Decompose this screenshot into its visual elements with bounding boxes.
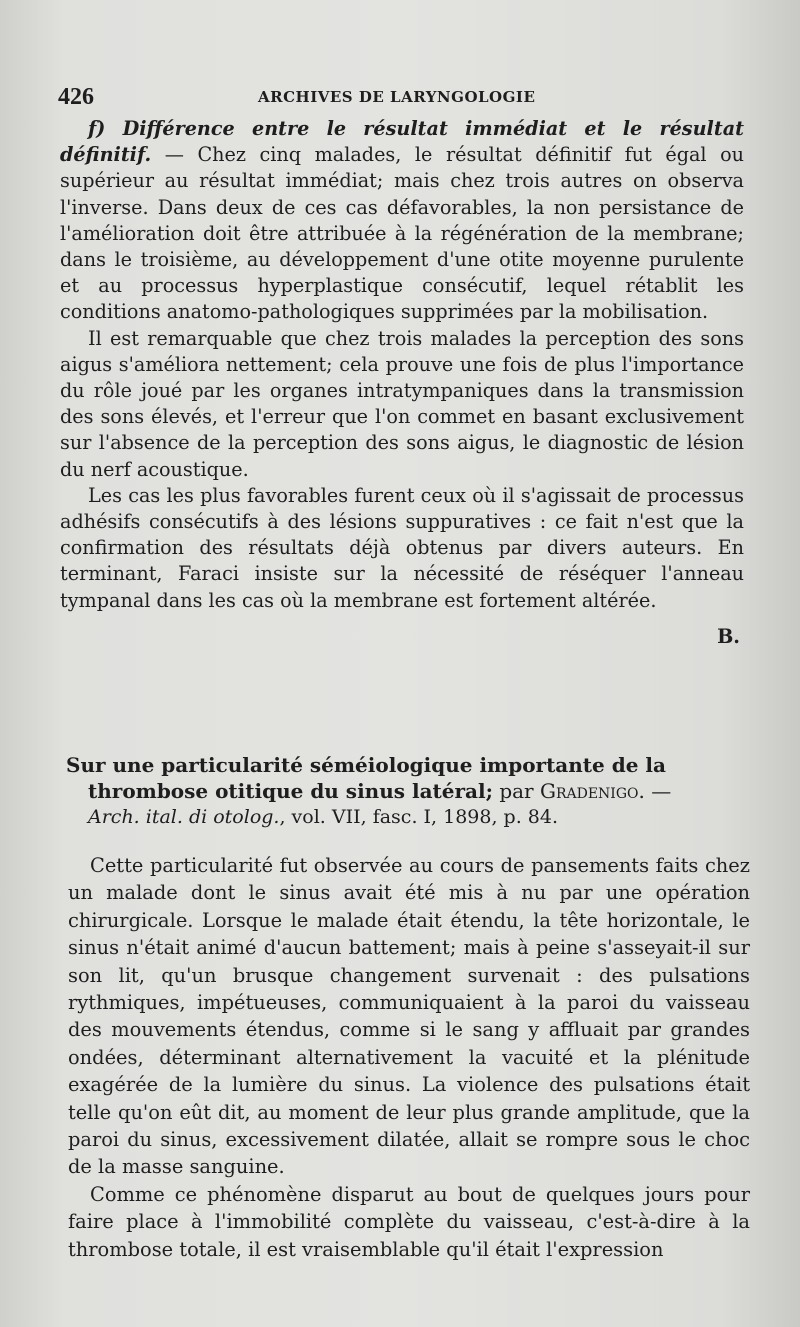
article-title-line2 <box>66 778 750 804</box>
article-title-line1: Sur une particularité séméiologique importante de la <box>66 753 666 777</box>
article-by: par <box>492 779 540 803</box>
article-journal: Arch. ital. di otolog. <box>88 806 280 828</box>
section-f-para3: Les cas les plus favorables furent ceux où il s'agissait de processus adhésifs consécutifs à des lésions suppuratives : ce fait n'est que la confirmation des résultats déjà obtenus par divers auteurs. En terminant, Faraci insiste sur la nécessité de réséquer l'anneau tympanal dans les cas où la membrane est fortement altérée. <box>60 483 744 612</box>
article-heading <box>66 752 750 830</box>
article-title-line2-text: thrombose otitique du sinus latéral; <box>88 779 493 803</box>
section-f-para2: Il est remarquable que chez trois malades la perception des sons aigus s'améliora nettement; cela prouve une fois de plus l'importance du rôle joué par les organes intratympaniques dans la transmission des sons élevés, et l'erreur que l'on commet en basant exclusivement sur l'absence de la perception des sons aigus, le diagnostic de lésion du nerf acoustique. <box>60 326 744 481</box>
section-f-para1: — Chez cinq malades, le résultat définitif fut égal ou supérieur au résultat immédiat; mais chez trois autres on observa l'inverse. Dans deux de ces cas défavorables, la non persistance de l'amélioration doit être attribuée à la régénération de la membrane; dans le troisième, au développement d'une otite moyenne purulente et au processus hyperplastique consécutif, lequel rétablit les conditions anatomo-pathologiques supprimées par la mobilisation. <box>60 143 744 324</box>
running-title: ARCHIVES DE LARYNGOLOGIE <box>258 88 536 106</box>
page-number: 426 <box>58 84 94 110</box>
page-header <box>58 84 748 110</box>
section-f-body <box>60 116 744 650</box>
article-author: Gradenigo. <box>539 779 645 803</box>
article-citation: , vol. VII, fasc. I, 1898, p. 84. <box>279 806 558 828</box>
article-citation-line <box>66 804 750 830</box>
section-f-heading: f) Différence entre le résultat immédiat et le résultat définitif. <box>60 117 744 167</box>
article-dash: — <box>644 779 672 803</box>
section-f-first-paragraph <box>60 116 744 326</box>
article-abstract <box>68 852 750 1263</box>
section-f-signature: B. <box>717 624 740 648</box>
article-para1: Cette particularité fut observée au cours de pansements faits chez un malade dont le sinus avait été mis à nu par une opération chirurgicale. Lorsque le malade était étendu, la tête horizontale, le sinus n'était animé d'aucun battement; mais à peine s'asseyait-il sur son lit, qu'un brusque changement survenait : des pulsations rythmiques, impétueuses, communiquaient à la paroi du vaisseau des mouvements étendus, comme si le sang y affluait par grandes ondées, déterminant alternativement la vacuité et la plénitude exagérée de la lumière du sinus. La violence des pulsations était telle qu'on eût dit, au moment de leur plus grande amplitude, que la paroi du sinus, excessivement dilatée, allait se rompre sous le choc de la masse sanguine. <box>68 854 750 1179</box>
article-para2: Comme ce phénomène disparut au bout de quelques jours pour faire place à l'immobilité complète du vaisseau, c'est-à-dire à la thrombose totale, il est vraisemblable qu'il était l'expression <box>68 1182 750 1261</box>
